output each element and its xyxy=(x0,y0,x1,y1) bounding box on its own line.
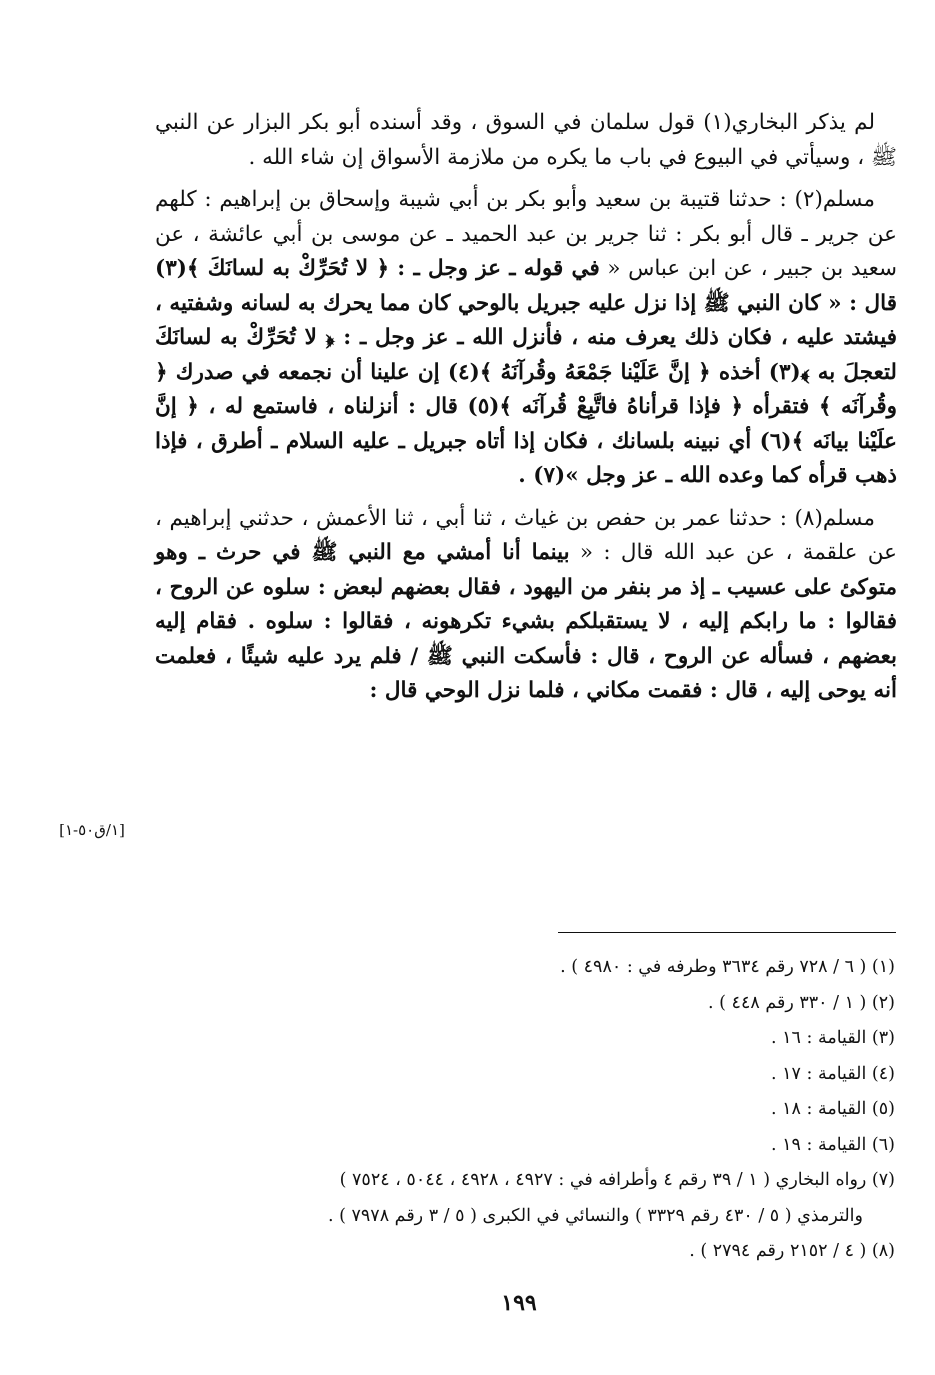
footnotes xyxy=(150,950,895,1270)
footnote-3: (٣) القيامة : ١٦ . xyxy=(770,1028,895,1048)
main-text xyxy=(155,106,897,709)
manuscript-folio-note: [١/ق٥٠-١] xyxy=(59,821,125,839)
footnote-1: (١) ( ٦ / ٧٢٨ رقم ٣٦٣٤ وطرفه في : ٤٩٨٠ ) . xyxy=(560,957,895,977)
footnote-6: (٦) القيامة : ١٩ . xyxy=(770,1134,895,1155)
footnote-7-continuation: والترمذي ( ٥ / ٤٣٠ رقم ٣٣٢٩ ) والنسائي في الكبرى ( ٥ / ٣ رقم ٧٩٧٨ ) . xyxy=(327,1205,863,1226)
paragraph-2 xyxy=(155,183,897,494)
paragraph-3 xyxy=(155,502,897,709)
footnote-7: (٧) رواه البخاري ( ١ / ٣٩ رقم ٤ وأطرافه في : ٤٩٢٧ ، ٤٩٢٨ ، ٥٠٤٤ ، ٧٥٢٤ ) xyxy=(339,1170,895,1190)
footnote-separator xyxy=(558,932,896,933)
page-number: ١٩٩ xyxy=(501,1290,537,1316)
footnote-8: (٨) ( ٤ / ٢١٥٢ رقم ٢٧٩٤ ) . xyxy=(689,1241,895,1261)
paragraph-2-matn: في قوله ـ عز وجل ـ : ﴿ لا تُحَرِّكْ به لسانَكَ ﴾(٣) قال : « كان النبي ﷺ إذا نزل عليه جبريل بالوحي كان مما يحرك به لسانه وشفتيه ، فيشتد عليه ، فكان ذلك يعرف منه ، فأنزل الله ـ عز وجل ـ : ﴿ لا تُحَرِّكْ به لسانَكَ لتعجلَ به ﴾(٣) أخذه ﴿ إنَّ عَلَيْنا جَمْعَهُ وقُرآنَهُ ﴾(٤) إن علينا أن نجمعه في صدرك ﴿ وقُرآنَه ﴾ فتقرأه ﴿ فإذا قرأناهُ فاتَّبِعْ قُرآنَه ﴾(٥) قال : أنزلناه ، فاستمع له ، ﴿ إنَّ علَيْنا بيانَه ﴾(٦) أي نبينه بلسانك ، فكان إذا أتاه جبريل ـ عليه السلام ـ أطرق ، فإذا ذهب قرأه كما وعده الله ـ عز وجل »(٧) . xyxy=(155,256,897,488)
paragraph-2-isnad: مسلم(٢) : حدثنا قتيبة بن سعيد وأبو بكر بن أبي شيبة وإسحاق بن إبراهيم : كلهم عن جرير ـ قال أبو بكر : ثنا جرير بن عبد الحميد ـ عن موسى بن أبي عائشة ، عن سعيد بن جبير ، عن ابن عباس « xyxy=(155,187,898,281)
footnote-2: (٢) ( ١ / ٣٣٠ رقم ٤٤٨ ) . xyxy=(708,992,895,1013)
paragraph-1: لم يذكر البخاري(١) قول سلمان في السوق ، وقد أسنده أبو بكر البزار عن النبي ﷺ ، وسيأتي في البيوع في باب ما يكره من ملازمة الأسواق إن شاء الله . xyxy=(155,110,897,170)
paragraph-3-isnad: مسلم(٨) : حدثنا عمر بن حفص بن غياث ، ثنا أبي ، ثنا الأعمش ، حدثني إبراهيم ، عن علقمة ، عن عبد الله قال : « xyxy=(155,505,897,565)
footnote-5: (٥) القيامة : ١٨ . xyxy=(770,1099,895,1119)
footnote-4: (٤) القيامة : ١٧ . xyxy=(770,1063,895,1084)
paragraph-3-matn: بينما أنا أمشي مع النبي ﷺ في حرث ـ وهو متوكئ على عسيب ـ إذ مر بنفر من اليهود ، فقال بعضهم لبعض : سلوه عن الروح ، فقالوا : ما رابكم إليه ، لا يستقبلكم بشيء تكرهونه ، فقالوا : سلوه . فقام إليه بعضهم ، فسأله عن الروح ، قال : فأسكت النبي ﷺ / فلم يرد عليه شيئًا ، فعلمت أنه يوحى إليه ، قال : فقمت مكاني ، فلما نزل الوحي قال : xyxy=(155,540,897,703)
